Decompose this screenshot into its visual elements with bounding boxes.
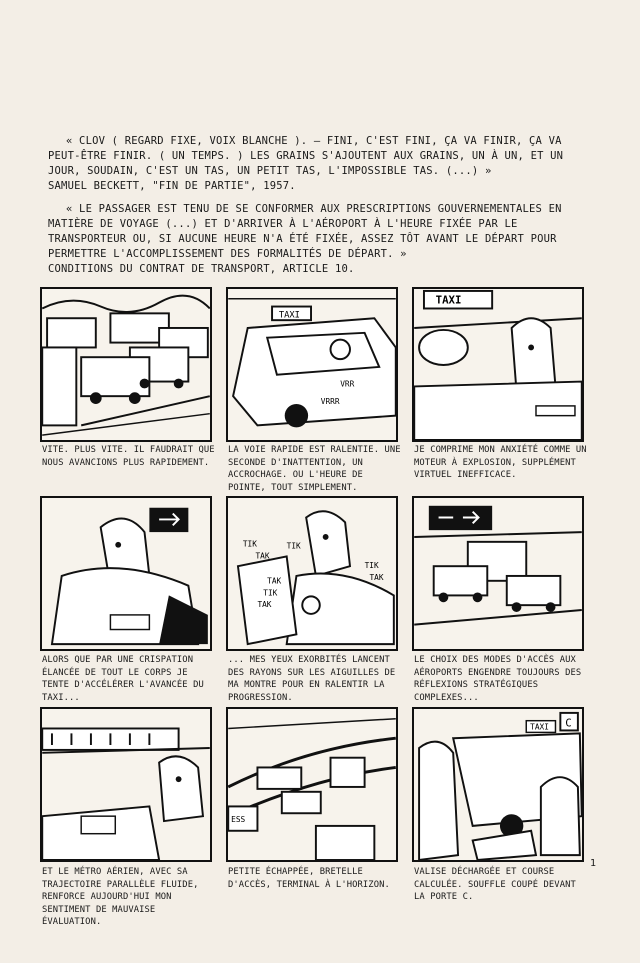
panel-9-gate-c: [412, 707, 584, 862]
traffic-jam-drawing: [42, 289, 210, 440]
sfx-tik-3: TIK: [263, 588, 278, 598]
sfx-tik-2: TIK: [286, 541, 301, 551]
metro-drawing: [42, 709, 210, 860]
sfx-tak-4: TAK: [369, 572, 384, 582]
gate-c-drawing: [414, 709, 582, 860]
panel-1-caption: VITE. PLUS VITE. IL FAUDRAIT QUE NOUS AVANCIONS PLUS RAPIDEMENT.: [42, 445, 215, 468]
taxi-sign: TAXI: [435, 293, 462, 307]
panel-9-caption: VALISE DÉCHARGÉE ET COURSE CALCULÉE. SOUFFLE COUPÉ DEVANT LA PORTE C.: [414, 867, 576, 902]
passenger-tense-drawing: [42, 498, 210, 649]
panel-3-taxi-interior: [412, 287, 584, 442]
panel-1-traffic-jam: [40, 287, 212, 442]
panel-4-passenger-tense: [40, 496, 212, 651]
sfx-tik-1: TIK: [242, 539, 257, 549]
contract-quote-text: « LE PASSAGER EST TENU DE SE CONFORMER AUX PRESCRIPTIONS GOUVERNEMENTALES EN MATIÈRE DE VOYAGE (...) ET D'ARRIVER À L'AÉROPORT À L'HEURE FIXÉE PAR LE TRANSPORTEUR OU, SI AUCUNE HEURE N'A ÉTÉ FIXÉE, ASSEZ TÔT AVANT LE DÉPART POUR PERMETTRE L'ACCOMPLISSEMENT DES FORMALITÉS DE DÉPART. »: [48, 203, 562, 260]
page-number: 1: [590, 858, 597, 869]
sfx-tak-2: TAK: [267, 576, 282, 586]
beckett-source: SAMUEL BECKETT, "FIN DE PARTIE", 1957.: [48, 180, 296, 192]
contract-source: CONDITIONS DU CONTRAT DE TRANSPORT, ARTICLE 10.: [48, 263, 355, 275]
panel-8-caption: PETITE ÉCHAPPÉE, BRETELLE D'ACCÈS, TERMINAL À L'HORIZON.: [228, 867, 390, 890]
intro-text: [48, 134, 596, 285]
panel-7-caption: ET LE MÉTRO AÉRIEN, AVEC SA TRAJECTOIRE PARALLÈLE FLUIDE, RENFORCE AUJOURD'HUI MON SENTIMENT DE MAUVAISE ÉVALUATION.: [42, 867, 199, 927]
beckett-quote: [48, 134, 596, 194]
taxi-roof-sign-gate: TAXI: [530, 722, 549, 732]
panel-6-caption: LE CHOIX DES MODES D'ACCÈS AUX AÉROPORTS ENGENDRE TOUJOURS DES RÉFLEXIONS STRATÉGIQUES COMPLEXES...: [414, 655, 582, 703]
sfx-tak-3: TAK: [257, 600, 272, 610]
beckett-quote-text: « CLOV ( REGARD FIXE, VOIX BLANCHE ). – FINI, C'EST FINI, ÇA VA FINIR, ÇA VA PEUT-ÊTRE FINIR. ( UN TEMPS. ) LES GRAINS S'AJOUTENT AUX GRAINS, UN À UN, ET UN JOUR, SOUDAIN, C'EST UN TAS, UN PETIT TAS, L'IMPOSSIBLE TAS. (...) »: [48, 135, 564, 177]
contract-quote: [48, 202, 596, 277]
panel-5-watch: [226, 496, 398, 651]
panel-2-taxi-highway: [226, 287, 398, 442]
airport-access-drawing: [414, 498, 582, 649]
panel-5-caption: ... MES YEUX EXORBITÉS LANCENT DES RAYONS SUR LES AIGUILLES DE MA MONTRE POUR EN RALENTIR LA PROGRESSION.: [228, 655, 396, 703]
panel-2-caption: LA VOIE RAPIDE EST RALENTIE. UNE SECONDE D'INATTENTION, UN ACCROCHAGE. OU L'HEURE DE POINTE, TOUT SIMPLEMENT.: [228, 445, 401, 493]
sfx-vrrr: VRRR: [320, 396, 340, 406]
panel-6-airport-access: [412, 496, 584, 651]
gate-letter: C: [565, 716, 572, 730]
taxi-interior-drawing: [414, 289, 582, 440]
panel-4-caption: ALORS QUE PAR UNE CRISPATION ÉLANCÉE DE TOUT LE CORPS JE TENTE D'ACCÉLÉRER L'AVANCÉE DU TAXI...: [42, 655, 204, 703]
sfx-tik-4: TIK: [364, 561, 379, 571]
taxi-roof-sign: TAXI: [278, 310, 300, 321]
terminal-ramp-drawing: [228, 709, 396, 860]
panel-3-caption: JE COMPRIME MON ANXIÉTÉ COMME UN MOTEUR À EXPLOSION, SUPPLÉMENT VIRTUEL INEFFICACE.: [414, 445, 587, 480]
sfx-vrr: VRR: [340, 379, 355, 389]
taxi-highway-drawing: [228, 289, 396, 440]
panel-7-metro: [40, 707, 212, 862]
panel-8-terminal-ramp: [226, 707, 398, 862]
watch-drawing: [228, 498, 396, 649]
road-sign: ESS: [231, 815, 246, 825]
sfx-tak-1: TAK: [255, 551, 270, 561]
